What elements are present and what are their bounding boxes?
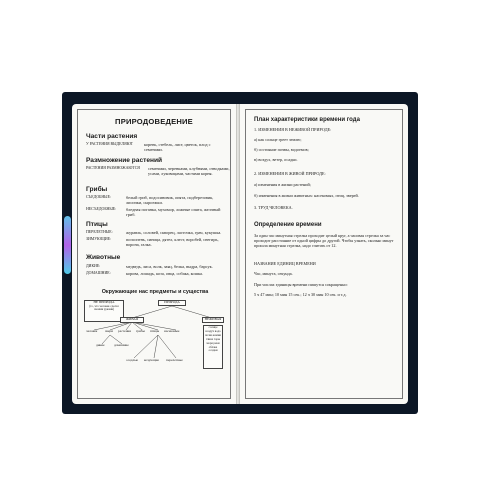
time-def-paragraph: За один час минутная стрелка проходит целый круг, а часовая стрелка за час проходит расстояние от одной цифры до другой. Чтобы узнать, сколько минут прошла минутная стрелка, надо считать от 12. [254,233,394,249]
living-item-birds: птицы [150,329,160,333]
time-plan-heading: План характеристики времени года [254,117,360,123]
domestic-node: домашние [114,343,129,347]
not-nature-label: НЕ ПРИРОДА [93,300,115,304]
reproduction-label: РАСТЕНИЯ РАЗМНОЖАЮТСЯ [86,166,140,170]
living-item-mushrooms: грибы [136,329,145,333]
wintering-value: поползень, синица, дятел, клест, воробей, снегирь, ворона, галка. [126,237,219,248]
mushrooms-heading: Грибы [86,186,108,193]
migratory-label: ПЕРЕЛЕТНЫЕ: [86,230,113,234]
right-page-frame [245,109,403,399]
edible-value: белый гриб, подосиновик, опята, подберезовик, лисички, сыроежки. [126,195,214,206]
living-item-beasts: звери [105,329,113,333]
right-page [240,104,408,404]
birds-heading: Птицы [86,221,108,228]
time-abbr-examples: 5 ч 47 мин; 10 мин 15 сек.; 12 ч 30 мин 10 сек. и т.д. [254,292,347,297]
reproduction-value: семенами, черенками, клубнями, отводками, усами, луковицами, частями корня. [148,166,230,177]
cover-decoration [64,216,71,274]
time-units-label: НАЗВАНИЕ ЕДИНИЦ ВРЕМЕНИ [254,261,316,266]
time-def-heading: Определение времени [254,222,322,228]
time-plan-item-2: а) как солнце греет землю; [254,137,302,142]
edible-label: СЪЕДОБНЫЕ: [86,195,112,199]
reproduction-heading: Размножение растений [86,157,163,164]
living-item-plants: растения [118,329,131,333]
settled-node: оседлые [126,358,138,362]
not-nature-note: (то, что человек сделал своими руками) [89,303,119,312]
time-plan-item-5: 2. ИЗМЕНЕНИЯ В ЖИВОЙ ПРИРОДЕ: [254,171,326,176]
nature-box: ПРИРОДА [158,300,186,306]
migratory-node: перелетные [166,358,183,362]
animals-heading: Животные [86,254,121,261]
living-box: ЖИВАЯ [120,317,144,323]
time-units-value: Час, минута, секунда. [254,271,293,276]
time-plan-item-4: в) воздух, ветер, осадки. [254,157,298,162]
time-plan-item-7: б) изменения в жизни животных: насекомых, птиц, зверей. [254,193,359,198]
wild-node: дикие [96,343,105,347]
wild-value: медведь, лиса, волк, заяц, белка, выдра, барсук. [126,264,213,269]
time-plan-item-6: а) изменения в жизни растений; [254,182,311,187]
domestic-label: ДОМАШНИЕ: [86,271,111,275]
time-plan-item-8: 3. ТРУД ЧЕЛОВЕКА. [254,205,293,210]
migratory-value: журавль, соловей, скворец, ласточка, грач, кукушка. [126,230,222,235]
time-plan-item-1: 1. ИЗМЕНЕНИЯ В НЕЖИВОЙ ПРИРОДЕ: [254,127,332,132]
living-item-human: человек [86,329,98,333]
living-item-insects: насекомые [164,329,180,333]
domestic-value: корова, лошадь, коза, овца, собака, кошка. [126,271,204,276]
page-title: ПРИРОДОВЕДЕНИЕ [115,117,193,126]
plant-parts-heading: Части растения [86,133,138,140]
surroundings-heading: Окружающие нас предметы и существа [101,289,209,295]
left-page [72,104,236,404]
time-plan-item-3: б) состояние почвы, водоемов; [254,147,309,152]
plant-parts-value: корень, стебель, лист, цветок, плод с семенами. [144,142,211,153]
wild-label: ДИКИЕ: [86,264,101,268]
nonliving-items-box: солнце воздух вода почва камни глина горы моря реки облака осадки [203,325,223,369]
not-nature-box [84,300,124,322]
inedible-value: бледная поганка, мухомор, ложные опята, желчный гриб. [126,207,221,218]
nonliving-box: НЕЖИВАЯ [202,317,224,323]
plant-parts-label: У РАСТЕНИЯ ВЫДЕЛЯЮТ [86,142,134,146]
nomadic-node: кочующие [144,358,159,362]
inedible-label: НЕСЪЕДОБНЫЕ: [86,207,117,211]
time-abbr-intro: При числах единицы времени пишутся сокращенно: [254,282,348,287]
wintering-label: ЗИМУЮЩИЕ: [86,237,112,241]
